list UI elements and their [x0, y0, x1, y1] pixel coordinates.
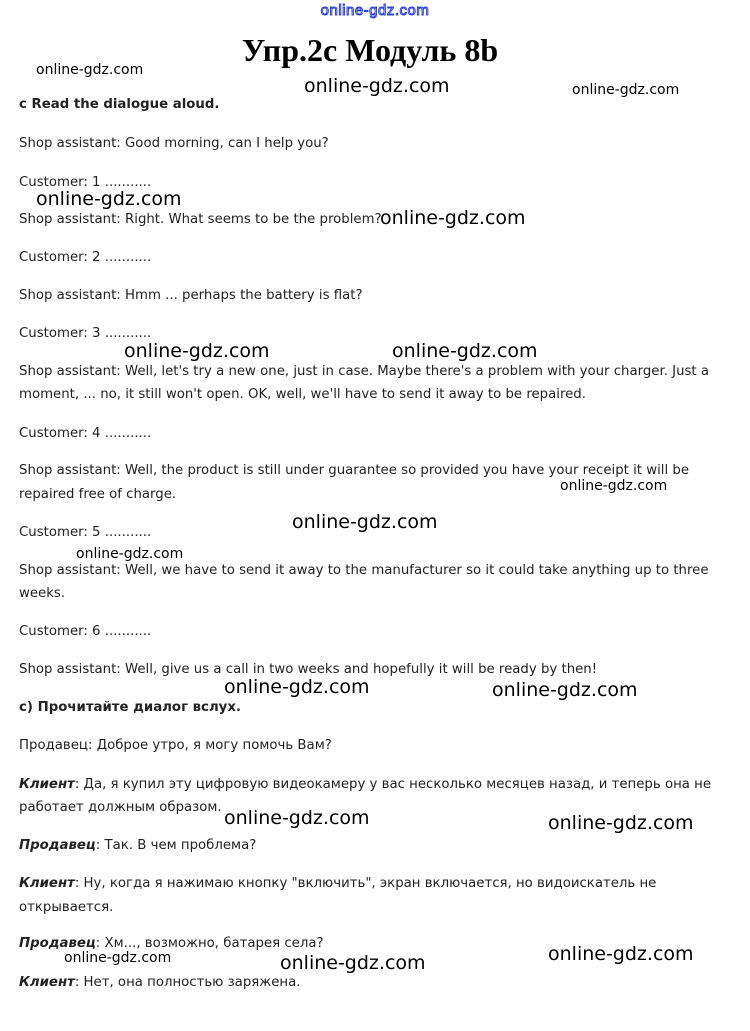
page-title: Упр.2с Модуль 8b: [241, 32, 499, 68]
watermark: online-gdz.com: [292, 511, 438, 533]
watermark: online-gdz.com: [380, 207, 526, 229]
dialogue-line: moment, ... no, it still won't open. OK, well, we'll have to send it away to be repaired.: [19, 387, 586, 402]
watermark: online-gdz.com: [572, 82, 680, 98]
watermark: online-gdz.com: [36, 62, 144, 78]
dialogue-line: Customer: 3 ...........: [19, 326, 152, 341]
watermark: online-gdz.com: [64, 950, 172, 966]
dialogue-line: Shop assistant: Well, let's try a new one, just in case. Maybe there's a problem with your charger. Just a: [19, 364, 710, 379]
dialogue-line: [19, 777, 711, 792]
line-text: : Нет, она полностью заряжена.: [74, 975, 301, 990]
english-heading: c Read the dialogue aloud.: [19, 97, 220, 112]
dialogue-line: [19, 936, 324, 951]
watermark: online-gdz.com: [548, 943, 694, 965]
line-text: : Да, я купил эту цифровую видеокамеру у вас несколько месяцев назад, и теперь она не: [74, 777, 712, 792]
watermark: online-gdz.com: [304, 75, 450, 97]
line-text: : Так. В чем проблема?: [95, 838, 257, 853]
dialogue-line: Shop assistant: Good morning, can I help you?: [19, 136, 329, 151]
watermark: online-gdz.com: [36, 188, 182, 210]
dialogue-line: Customer: 6 ...........: [19, 624, 152, 639]
dialogue-line: Shop assistant: Well, give us a call in two weeks and hopefully it will be ready by then!: [19, 662, 598, 677]
speaker-label: Клиент: [19, 876, 75, 891]
line-text: : Хм..., возможно, батарея села?: [95, 936, 324, 951]
dialogue-line: Customer: 4 ...........: [19, 426, 152, 441]
dialogue-line: открывается.: [19, 900, 114, 915]
line-text: : Ну, когда я нажимаю кнопку "включить", экран включается, но видоискатель не: [74, 876, 657, 891]
watermark: online-gdz.com: [224, 807, 370, 829]
watermark: online-gdz.com: [124, 340, 270, 362]
watermark: online-gdz.com: [280, 952, 426, 974]
dialogue-line: [19, 838, 256, 853]
dialogue-line: weeks.: [19, 586, 66, 601]
dialogue-line: Продавец: Доброе утро, я могу помочь Вам?: [19, 738, 332, 753]
dialogue-line: Shop assistant: Right. What seems to be the problem?: [19, 212, 382, 227]
dialogue-line: repaired free of charge.: [19, 487, 177, 502]
watermark: online-gdz.com: [76, 546, 184, 562]
dialogue-line: Customer: 1 ...........: [19, 175, 152, 190]
watermark: online-gdz.com: [392, 340, 538, 362]
dialogue-line: Shop assistant: Well, we have to send it away to the manufacturer so it could take anything up to three: [19, 563, 709, 578]
speaker-label: Продавец: [19, 936, 96, 951]
speaker-label: Клиент: [19, 975, 75, 990]
speaker-label: Клиент: [19, 777, 75, 792]
dialogue-line: Shop assistant: Hmm ... perhaps the battery is flat?: [19, 288, 363, 303]
watermark: online-gdz.com: [492, 679, 638, 701]
dialogue-line: [19, 975, 301, 990]
russian-heading: c) Прочитайте диалог вслух.: [19, 700, 241, 715]
watermark: online-gdz.com: [560, 478, 668, 494]
speaker-label: Продавец: [19, 838, 96, 853]
watermark: online-gdz.com: [224, 676, 370, 698]
dialogue-line: Customer: 5 ...........: [19, 525, 152, 540]
watermark: online-gdz.com: [548, 812, 694, 834]
site-link[interactable]: online-gdz.com: [320, 2, 430, 19]
dialogue-line: Customer: 2 ...........: [19, 250, 152, 265]
dialogue-line: Shop assistant: Well, the product is still under guarantee so provided you have your receipt it will be: [19, 463, 690, 478]
dialogue-line: работает должным образом.: [19, 800, 222, 815]
dialogue-line: [19, 876, 656, 891]
